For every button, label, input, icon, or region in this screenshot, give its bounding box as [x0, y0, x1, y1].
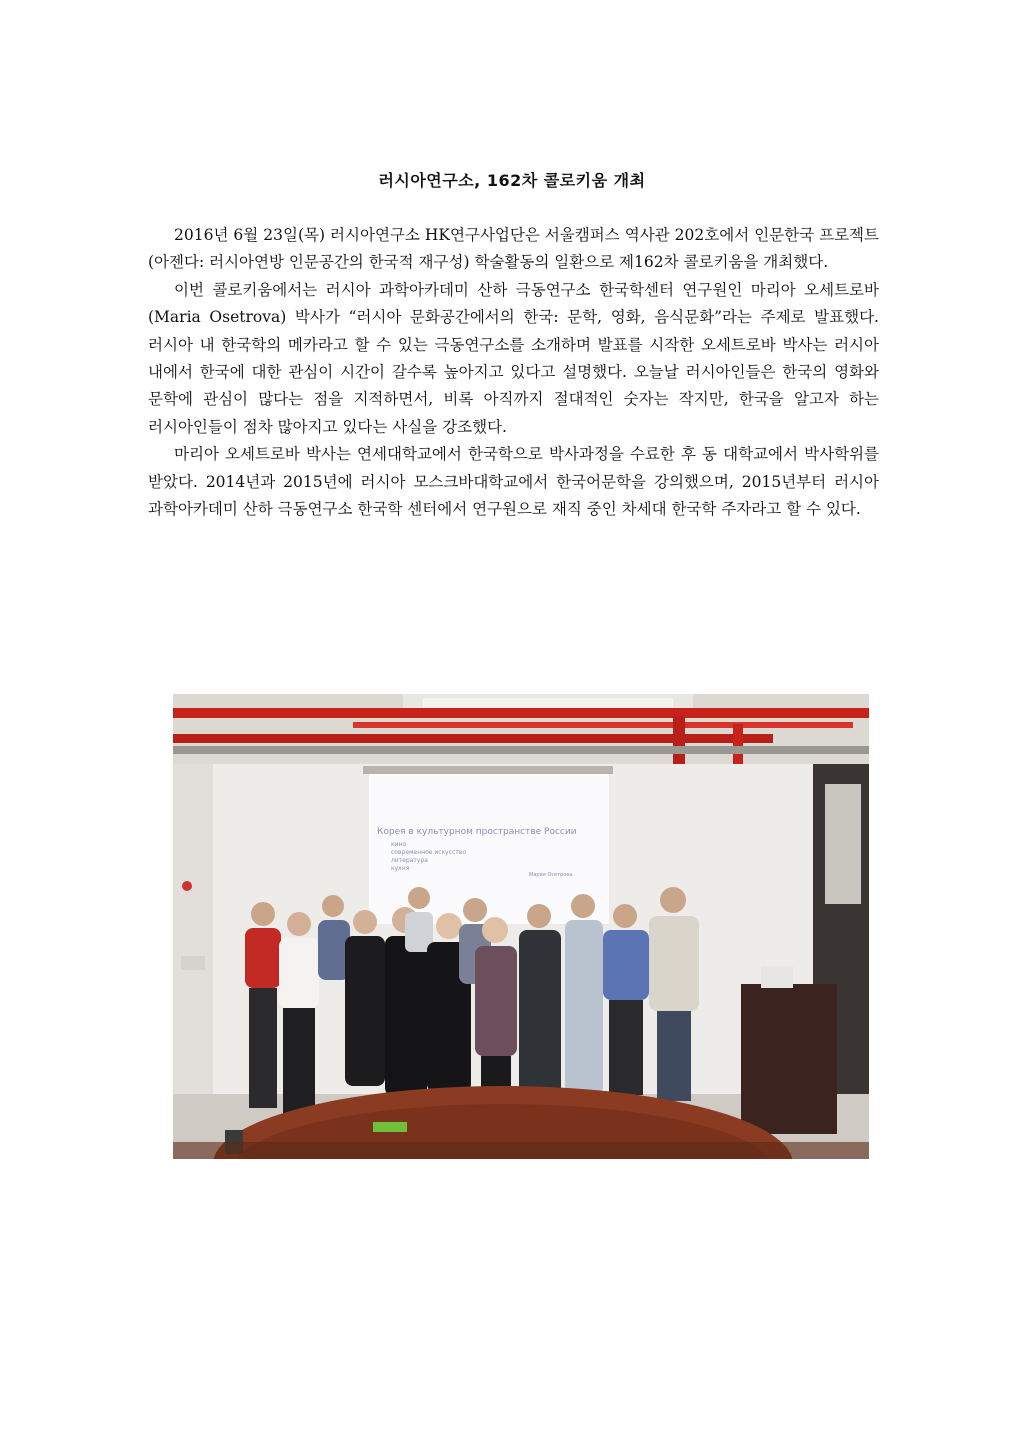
podium — [741, 984, 837, 1134]
article-title: 러시아연구소, 162차 콜로키움 개최 — [378, 171, 646, 190]
group-photo — [173, 694, 869, 1159]
paragraph-1: 2016년 6월 23일(목) 러시아연구소 HK연구사업단은 서울캠퍼스 역사관 202호에서 인문한국 프로젝트(아젠다: 러시아연방 인문공간의 한국적 재구성) 학술활동의 일환으로 제162차 콜로키움을 개최했다. — [148, 226, 879, 272]
paragraph-2: 이번 콜로키움에서는 러시아 과학아카데미 산하 극동연구소 한국학센터 연구원인 마리아 오세트로바(Maria Osetrova) 박사가 “러시아 문화공간에서의 한국: 문학, 영화, 음식문화”라는 주제로 발표했다. 러시아 내 한국학의 메카라고 할 수 있는 극동연구소를 소개하며 발표를 시작한 오세트로바 박사는 러시아 내에서 한국에 대한 관심이 시간이 갈수록 높아지고 있다고 설명했다. 오늘날 러시아인들은 한국의 영화와 문학에 관심이 많다는 점을 지적하면서, 비록 아직까지 절대적인 숫자는 작지만, 한국을 알고자 하는 러시아인들이 점차 많아지고 있다는 사실을 강조했다. — [148, 280, 879, 436]
slide-line-1: кино — [391, 841, 407, 848]
article-body — [148, 222, 879, 523]
slide-line-3: литература — [391, 857, 428, 864]
slide-author: Мария Осетрова — [529, 872, 573, 878]
paragraph-3: 마리아 오세트로바 박사는 연세대학교에서 한국학으로 박사과정을 수료한 후 동 대학교에서 박사학위를 받았다. 2014년과 2015년에 러시아 모스크바대학교에서 한국어문학을 강의했으며, 2015년부터 러시아 과학아카데미 산하 극동연구소 한국학 센터에서 연구원으로 재직 중인 차세대 한국학 주자라고 할 수 있다. — [148, 445, 879, 519]
slide-heading: Корея в культурном пространстве России — [377, 827, 577, 837]
slide-line-4: кухня — [391, 865, 410, 872]
slide-line-2: современное искусство — [391, 849, 467, 856]
